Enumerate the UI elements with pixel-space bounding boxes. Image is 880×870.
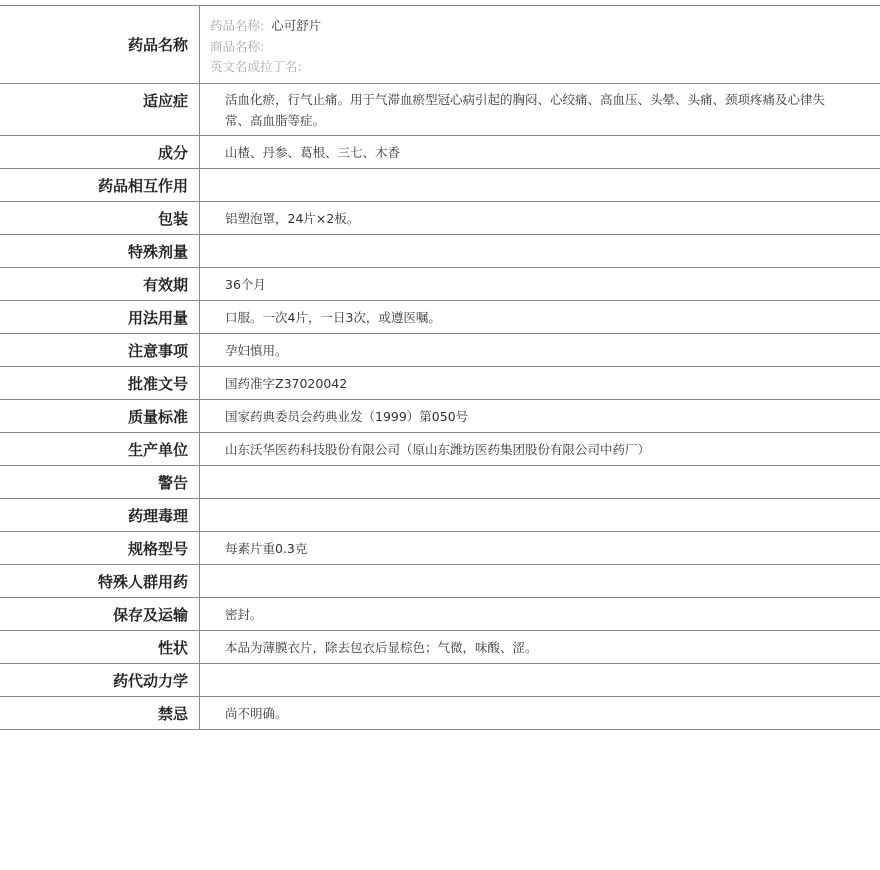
row-value (200, 235, 880, 267)
row-indications (0, 84, 880, 136)
row-label: 适应症 (0, 84, 200, 135)
row-dosage (0, 301, 880, 334)
row-interactions (0, 169, 880, 202)
row-special-populations (0, 565, 880, 598)
row-value: 本品为薄膜衣片，除去包衣后显棕色；气微，味酸、涩。 (225, 639, 538, 655)
row-label: 注意事项 (0, 334, 200, 366)
row-ingredients (0, 136, 880, 169)
row-quality-standard (0, 400, 880, 433)
row-expiry (0, 268, 880, 301)
row-specification (0, 532, 880, 565)
row-precautions (0, 334, 880, 367)
row-label: 包装 (0, 202, 200, 234)
row-value (200, 664, 880, 696)
row-label: 药品名称 (0, 6, 200, 83)
row-label: 有效期 (0, 268, 200, 300)
row-manufacturer (0, 433, 880, 466)
row-approval-number (0, 367, 880, 400)
row-pharmacology (0, 499, 880, 532)
row-value: 国药准字Z37020042 (225, 375, 348, 391)
row-drug-name (0, 6, 880, 84)
row-label: 药代动力学 (0, 664, 200, 696)
english-name-key: 英文名或拉丁名: (210, 59, 302, 74)
row-label: 警告 (0, 466, 200, 498)
drug-info-table (0, 5, 880, 730)
row-value: 口服。一次4片，一日3次，或遵医嘱。 (225, 309, 441, 325)
row-warning (0, 466, 880, 499)
row-value: 36个月 (225, 276, 266, 292)
trade-name-line (210, 37, 321, 58)
row-label: 用法用量 (0, 301, 200, 333)
row-value: 每素片重0.3克 (225, 540, 308, 556)
row-contraindications (0, 697, 880, 730)
row-label: 成分 (0, 136, 200, 168)
row-value: 密封。 (225, 606, 263, 622)
row-pharmacokinetics (0, 664, 880, 697)
row-label: 特殊人群用药 (0, 565, 200, 597)
drug-name-block (200, 6, 321, 83)
row-description (0, 631, 880, 664)
row-value (200, 169, 880, 201)
row-label: 性状 (0, 631, 200, 663)
row-label: 药理毒理 (0, 499, 200, 531)
row-value: 铝塑泡罩，24片×2板。 (225, 210, 360, 226)
row-special-dosage (0, 235, 880, 268)
row-value: 孕妇慎用。 (225, 342, 288, 358)
row-value (200, 565, 880, 597)
row-label: 质量标准 (0, 400, 200, 432)
row-label: 禁忌 (0, 697, 200, 729)
row-value: 山东沃华医药科技股份有限公司（原山东潍坊医药集团股份有限公司中药厂） (225, 441, 651, 457)
generic-name-key: 药品名称: (210, 18, 265, 33)
row-value: 尚不明确。 (225, 705, 288, 721)
trade-name-key: 商品名称: (210, 38, 265, 54)
generic-name-line (210, 16, 321, 37)
row-value (200, 466, 880, 498)
row-label: 保存及运输 (0, 598, 200, 630)
row-storage (0, 598, 880, 631)
row-label: 生产单位 (0, 433, 200, 465)
row-label: 规格型号 (0, 532, 200, 564)
english-name-line (210, 57, 321, 78)
row-value: 国家药典委员会药典业发（1999）第050号 (225, 408, 469, 424)
row-label: 药品相互作用 (0, 169, 200, 201)
row-label: 批准文号 (0, 367, 200, 399)
row-value: 活血化瘀，行气止痛。用于气滞血瘀型冠心病引起的胸闷、心绞痛、高血压、头晕、头痛、颈项疼痛及心律失常、高血脂等症。 (225, 92, 826, 128)
generic-name-value: 心可舒片 (271, 18, 322, 33)
row-value: 山楂、丹参、葛根、三七、木香 (225, 144, 401, 160)
row-label: 特殊剂量 (0, 235, 200, 267)
row-value (200, 499, 880, 531)
row-packaging (0, 202, 880, 235)
